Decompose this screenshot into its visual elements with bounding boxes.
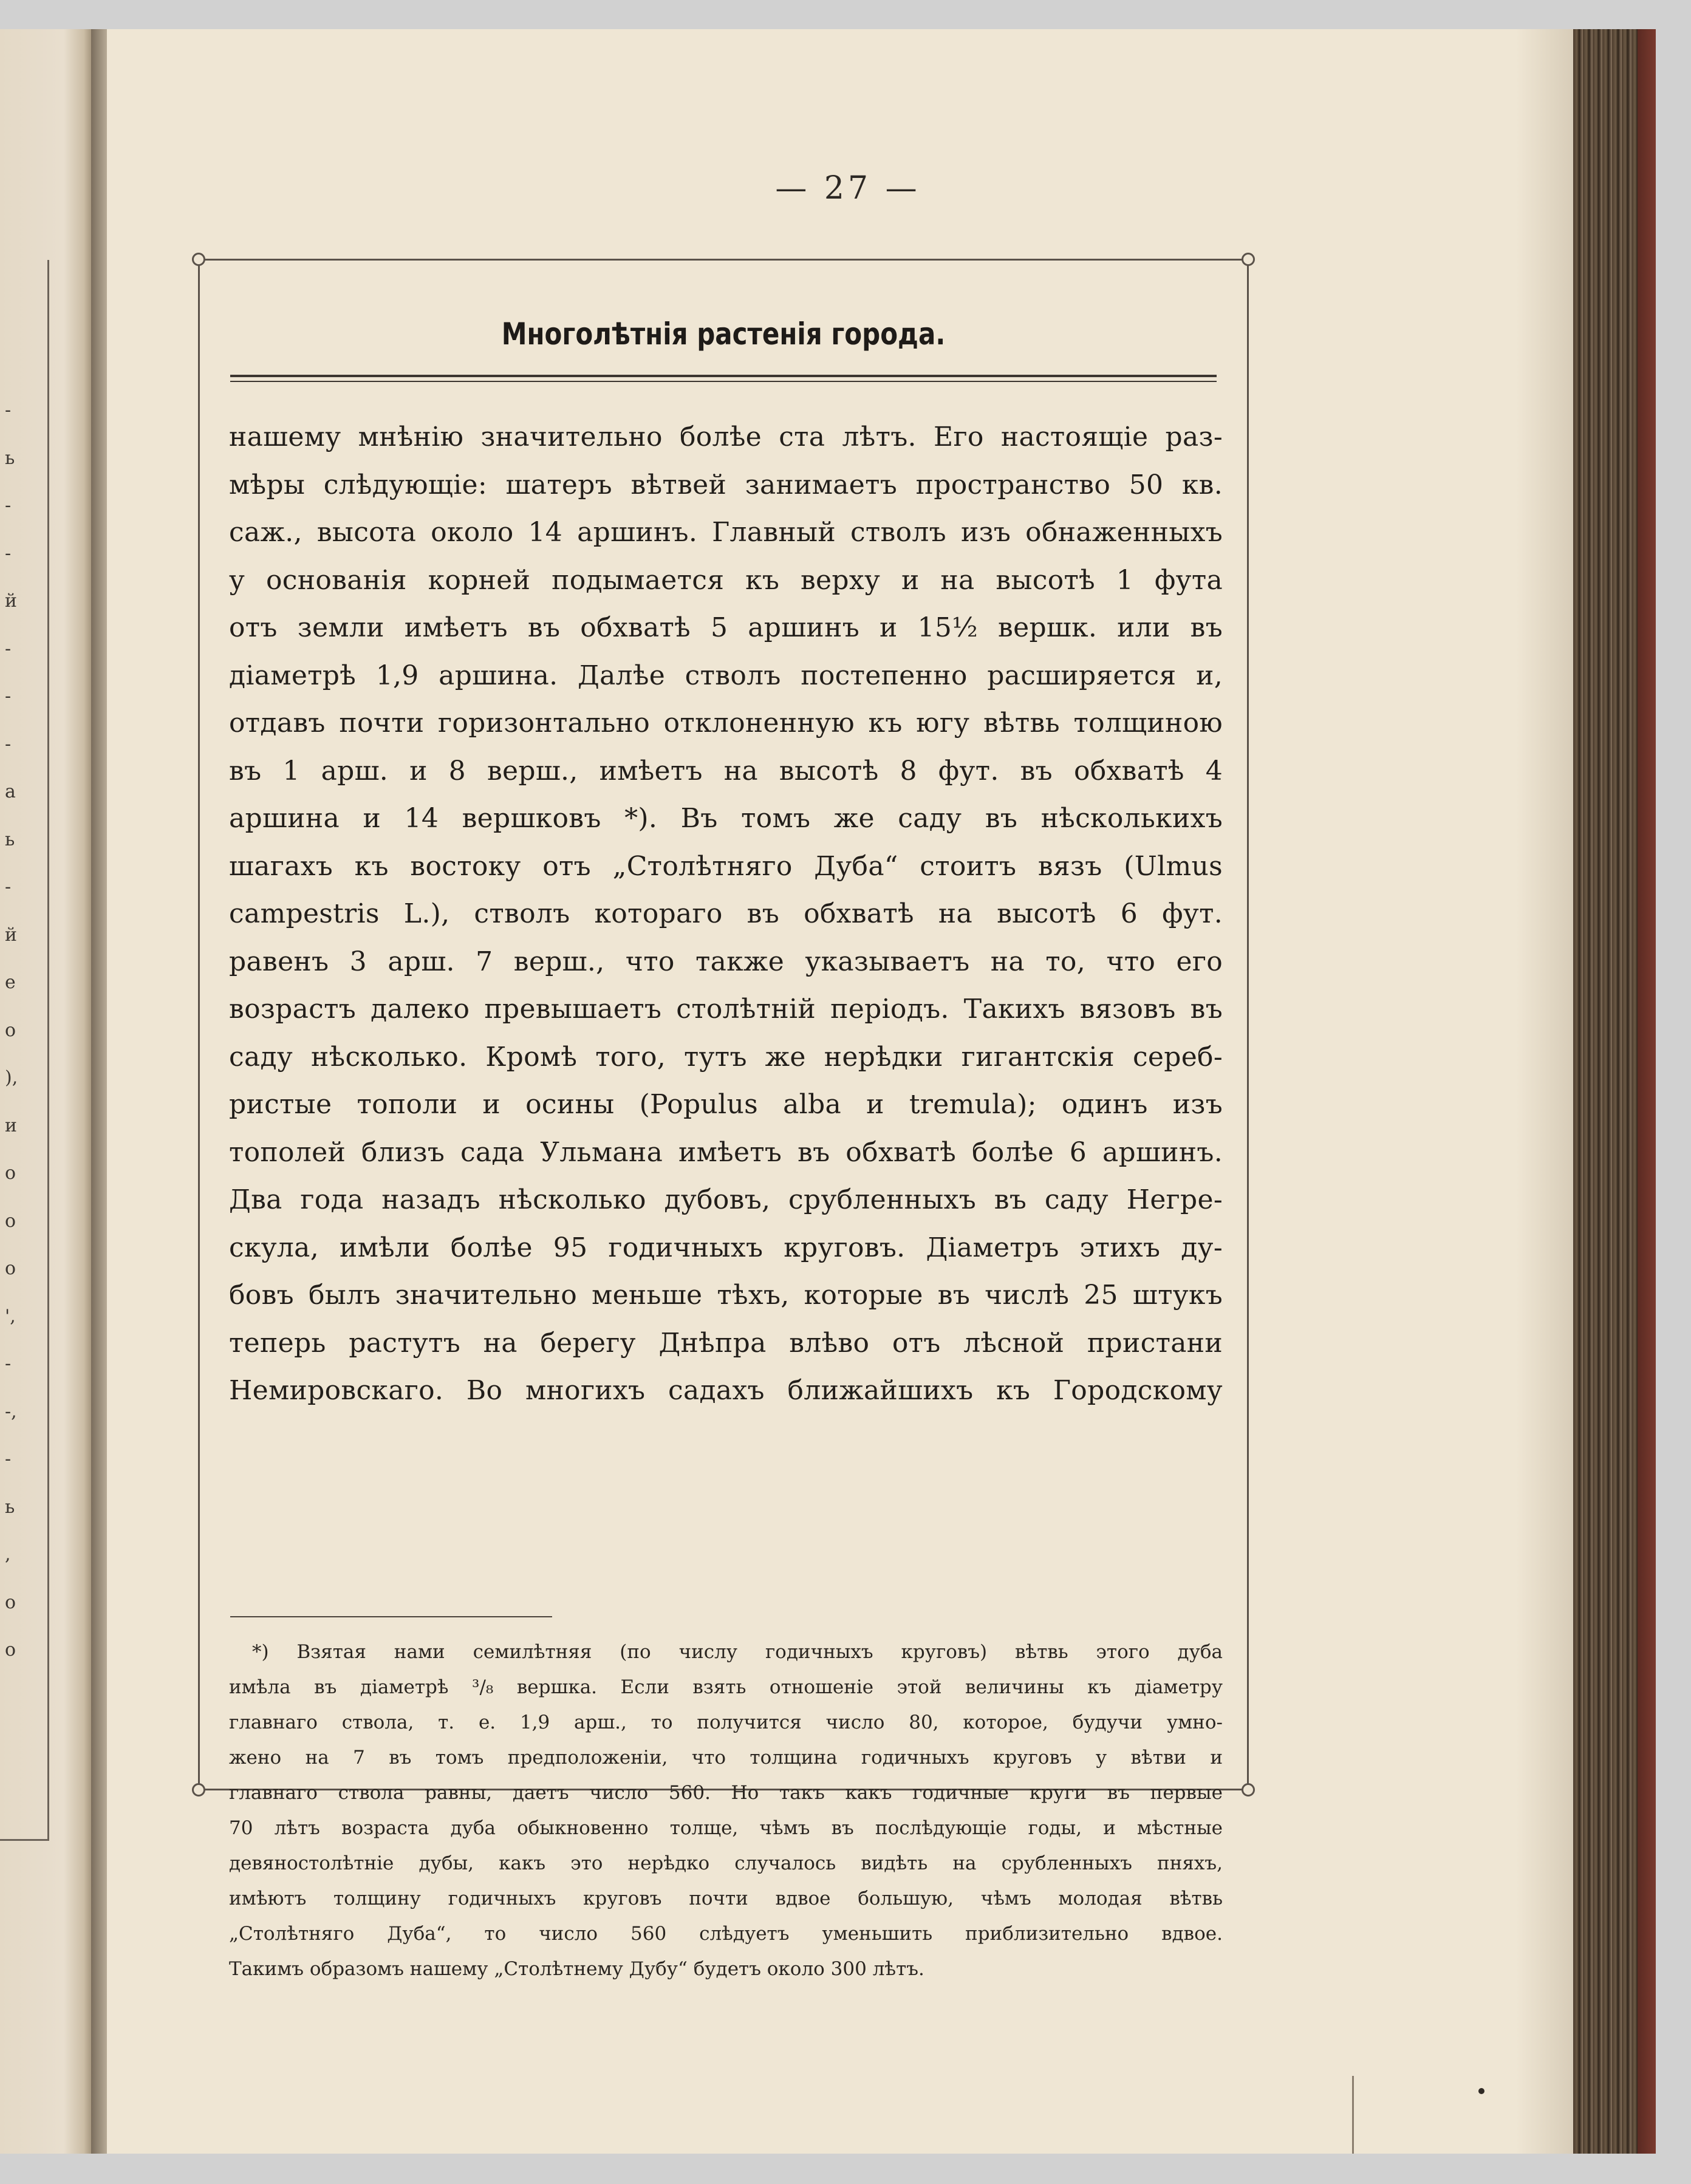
left-page-edge-char: ', [5, 1305, 16, 1327]
header-rule [230, 375, 1217, 377]
footnote [229, 1634, 1223, 1987]
left-page-edge-char: - [5, 400, 12, 421]
body-line: отъ земли имѣетъ въ обхватѣ 5 аршинъ и 15½ вершк. или въ [229, 612, 1223, 643]
left-page-edge-char: о [5, 1019, 16, 1041]
text-frame [198, 259, 1249, 1980]
left-page-edge-char: й [5, 590, 17, 612]
footnote-line: главнаго ствола, т. е. 1,9 арш., то получится число 80, которое, будучи умно- [229, 1711, 1223, 1733]
body-line: въ 1 арш. и 8 верш., имѣетъ на высотѣ 8 фут. въ обхватѣ 4 [229, 755, 1223, 787]
body-line: campestris L.), стволъ котораго въ обхватѣ на высотѣ 6 фут. [229, 898, 1223, 929]
left-page-edge-char: - [5, 876, 12, 898]
footnote-line: девяностолѣтніе дубы, какъ это нерѣдко случалось видѣть на срубленныхъ пняхъ, [229, 1852, 1223, 1874]
left-page-edge-char: и [5, 1114, 17, 1136]
footnote-line: жено на 7 въ томъ предположеніи, что толщина годичныхъ круговъ у вѣтви и [229, 1747, 1223, 1769]
left-page-edge-char: - [5, 542, 12, 564]
left-page-edge-char: о [5, 1591, 16, 1613]
body-line: теперь растутъ на берегу Днѣпра влѣво отъ лѣсной пристани [229, 1327, 1223, 1359]
left-page-edge-char: ь [5, 1496, 15, 1518]
body-line: аршина и 14 вершковъ *). Въ томъ же саду въ нѣсколькихъ [229, 803, 1223, 834]
body-line: скула, имѣли болѣе 95 годичныхъ круговъ. Діаметръ этихъ ду- [229, 1232, 1223, 1263]
footnote-line: „Столѣтняго Дуба“, то число 560 слѣдуетъ уменьшить приблизительно вдвое. [229, 1923, 1223, 1945]
body-line: саду нѣсколько. Кромѣ того, тутъ же нерѣдки гигантскія сереб- [229, 1041, 1223, 1073]
body-line: тополей близъ сада Ульмана имѣетъ въ обхватѣ болѣе 6 аршинъ. [229, 1136, 1223, 1168]
body-line: отдавъ почти горизонтально отклоненную къ югу вѣтвь толщиною [229, 708, 1223, 739]
left-page-edge-char: о [5, 1162, 16, 1184]
header-rule-thin [230, 381, 1217, 382]
running-header-title: Многолѣтнія растенія города. [501, 316, 946, 352]
body-line: нашему мнѣнію значительно болѣе ста лѣтъ. Его настоящіе раз- [229, 421, 1223, 452]
left-page-edge-char: - [5, 733, 12, 755]
page-crease [1352, 2076, 1354, 2154]
body-line: возрастъ далеко превышаетъ столѣтній періодъ. Такихъ вязовъ въ [229, 994, 1223, 1025]
left-page-edge-char: -, [5, 1401, 17, 1422]
left-page-edge-char: е [5, 972, 16, 993]
body-line: саж., высота около 14 аршинъ. Главный стволъ изъ обнаженныхъ [229, 517, 1223, 548]
frame-corner-ornament [1242, 1783, 1255, 1797]
body-line: равенъ 3 арш. 7 верш., что также указываетъ на то, что его [229, 946, 1223, 977]
footnote-line: Такимъ образомъ нашему „Столѣтнему Дубу“ будетъ около 300 лѣтъ. [229, 1958, 924, 1980]
body-line: Два года назадъ нѣсколько дубовъ, срубленныхъ въ саду Негре- [229, 1184, 1223, 1215]
footnote-separator [230, 1616, 552, 1617]
body-line: Немировскаго. Во многихъ садахъ ближайшихъ къ Городскому [229, 1375, 1223, 1406]
footnote-line: имѣютъ толщину годичныхъ круговъ почти вдвое большую, чѣмъ молодая вѣтвь [229, 1888, 1223, 1909]
book-cover-edge [1638, 29, 1656, 2154]
left-page-edge-char: й [5, 924, 17, 946]
body-line: шагахъ къ востоку отъ „Столѣтняго Дуба“ стоитъ вязъ (Ulmus [229, 850, 1223, 882]
left-page-edge-char: - [5, 638, 12, 660]
body-line: діаметрѣ 1,9 аршина. Далѣе стволъ постепенно расширяется и, [229, 660, 1223, 691]
left-page-edge-char: - [5, 1353, 12, 1374]
left-page-edge [0, 29, 93, 2154]
left-page-edge-char: о [5, 1210, 16, 1232]
ink-speck [1478, 2088, 1484, 2094]
left-page-edge-char: , [5, 1544, 11, 1565]
body-line: ристые тополи и осины (Populus alba и tremula); одинъ изъ [229, 1089, 1223, 1120]
body-line: мѣры слѣдующіе: шатеръ вѣтвей занимаетъ пространство 50 кв. [229, 469, 1223, 500]
scanned-book-spread [0, 29, 1656, 2154]
left-page-edge-char: о [5, 1639, 16, 1660]
left-page-edge-char: - [5, 495, 12, 516]
left-page-edge-char: - [5, 1449, 12, 1470]
book-page-edges [1573, 29, 1656, 2154]
left-page-edge-char: а [5, 781, 16, 802]
left-page-edge-char: о [5, 1258, 16, 1279]
page [107, 29, 1589, 2154]
footnote-line: имѣла въ діаметрѣ ³/₈ вершка. Если взять отношеніе этой величины къ діаметру [229, 1676, 1223, 1698]
frame-corner-ornament [1242, 253, 1255, 266]
footnote-line: главнаго ствола равны, даетъ число 560. Но такъ какъ годичные круги въ первые [229, 1782, 1223, 1804]
frame-corner-ornament [192, 253, 205, 266]
frame-corner-ornament [192, 1783, 205, 1797]
footnote-line: 70 лѣтъ возраста дуба обыкновенно толще, чѣмъ въ послѣдующіе годы, и мѣстные [229, 1817, 1223, 1839]
page-number: — 27 — [775, 170, 921, 206]
body-line: у основанія корней подымается къ верху и на высотѣ 1 фута [229, 564, 1223, 596]
left-page-edge-char: - [5, 686, 12, 707]
footnote-line: *) Взятая нами семилѣтняя (по числу годичныхъ круговъ) вѣтвь этого дуба [252, 1641, 1223, 1663]
left-page-edge-char: ь [5, 828, 15, 850]
left-page-edge-char: ь [5, 447, 15, 469]
body-line: бовъ былъ значительно меньше тѣхъ, которые въ числѣ 25 штукъ [229, 1280, 1223, 1311]
left-page-edge-char: ), [5, 1067, 18, 1088]
body-text [229, 414, 1223, 1415]
